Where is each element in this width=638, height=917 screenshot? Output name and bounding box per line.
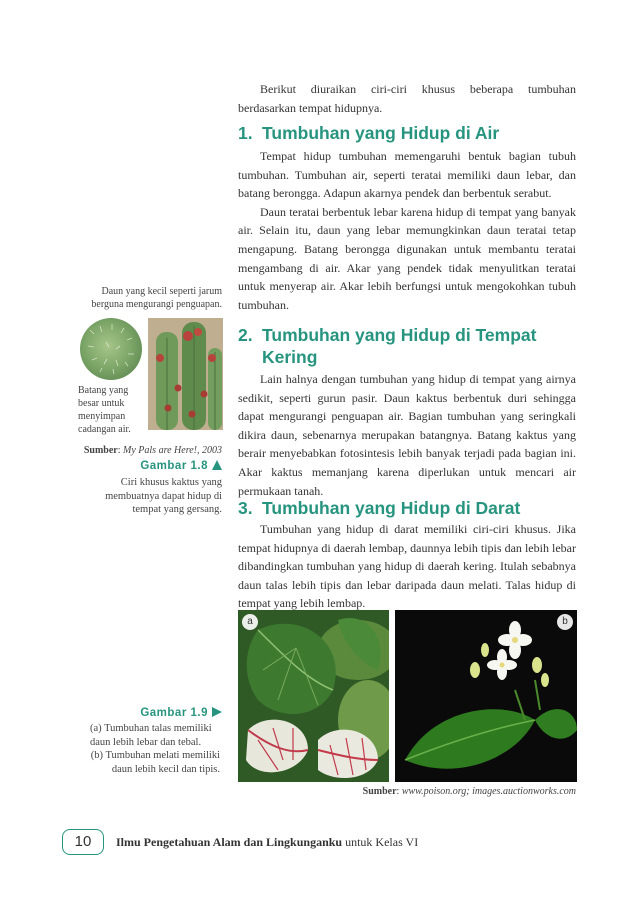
paragraph: Lain halnya dengan tumbuhan yang hidup di tempat yang airnya sedikit, seperti gurun pasir. Daun kaktus berbentuk duri sehingga dapat mengurangi penguapan air. Bagian tumbuhan yang seringkali dikira daun, sebenarnya merupakan batangnya. Batang kaktus yang berair menyebabkan fotosintesis lebih banyak terjadi pada bagian ini. Akar kaktus memanjang karena diperlukan untuk mencari air permukaan tanah. [238,372,576,498]
section-number: 3. [238,498,253,518]
figure-1-8-note-top: Daun yang kecil seperti jarum berguna mengurangi penguapan. [91,286,222,310]
source-text: www.poison.org; images.auctionworks.com [401,786,576,797]
arrow-right-icon [212,707,222,717]
section-number: 2. [238,325,253,345]
section-3-body [238,520,576,613]
photo-label-b: b [557,614,573,630]
source-label: Sumber [83,445,118,456]
section-title: Tumbuhan yang Hidup di Air [262,123,500,143]
footer-book-title [116,835,418,850]
book-title: Ilmu Pengetahuan Alam dan Lingkunganku [116,835,343,849]
section-2-body [238,370,576,500]
figure-1-8-note-left: Batang yang besar untuk menyimpan cadangan air. [78,385,131,435]
paragraph: Tempat hidup tumbuhan memengaruhi bentuk bagian tubuh tumbuhan. Tumbuhan air, seperti teratai memiliki daun lebar, dan batang berongga. Adapun akarnya pendek dan berbentuk serabut. [238,149,576,201]
section-title: Tumbuhan yang Hidup di Darat [262,498,521,518]
source-label: Sumber [362,786,397,797]
section-title: Tumbuhan yang Hidup di Tempat Kering [262,325,537,367]
paragraph: Tumbuhan yang hidup di darat memiliki ciri-ciri khusus. Jika tempat hidupnya di daerah lembap, daunnya lebih tipis dan lebih lebar dibandingkan tumbuhan yang hidup di daerah kering. Itulah sebabnya daun talas lebih tipis dan lebar daripada daun melati. Talas hidup di tempat yang lebih lembap. [238,522,576,611]
source-text: My Pals are Here!, 2003 [123,445,222,456]
figure-1-8-caption: Ciri khusus kaktus yang membuatnya dapat hidup di tempat yang gersang. [105,477,222,515]
caption-b: (b) Tumbuhan melati memiliki daun lebih kecil dan tipis. [90,750,220,775]
jasmine-photo [395,610,577,782]
figure-title-text: Gambar 1.9 [140,707,208,719]
figure-1-9-title [120,707,222,719]
section-1-heading [238,122,576,144]
paragraph: Daun teratai berbentuk lebar karena hidup di tempat yang banyak air. Selain itu, daun yang lebar memungkinkan daun teratai tetap mengapung. Batang berongga digunakan untuk membantu teratai mengambang di air. Akar yang pendek tidak menyulitkan teratai untuk menyerap air. Akar lebih berfungsi untuk mengokohkan tubuh tumbuhan. [238,204,576,312]
section-1-body [238,147,576,314]
arrow-up-icon [212,460,222,470]
figure-1-9-source: Sumber: www.poison.org; images.auctionworks.com [362,786,576,797]
figure-1-9-caption [80,722,220,776]
figure-1-8-title [120,460,222,472]
figure-title-text: Gambar 1.8 [140,460,208,472]
section-number: 1. [238,123,253,143]
section-2-heading [238,324,576,368]
page-number: 10 [62,829,104,855]
taro-photo [238,610,389,782]
figure-1-8-source: Sumber: My Pals are Here!, 2003 [83,445,222,456]
cactus-closeup-photo [80,318,142,380]
cactus-photo [148,318,223,430]
book-suffix: untuk Kelas VI [342,835,419,849]
photo-label-a: a [242,614,258,630]
section-3-heading [238,497,576,519]
caption-a: (a) Tumbuhan talas memiliki daun lebih lebar dan tebal. [90,723,212,748]
intro-text: Berikut diuraikan ciri-ciri khusus beberapa tumbuhan berdasarkan tempat hidupnya. [238,82,576,115]
intro-paragraph [238,80,576,117]
